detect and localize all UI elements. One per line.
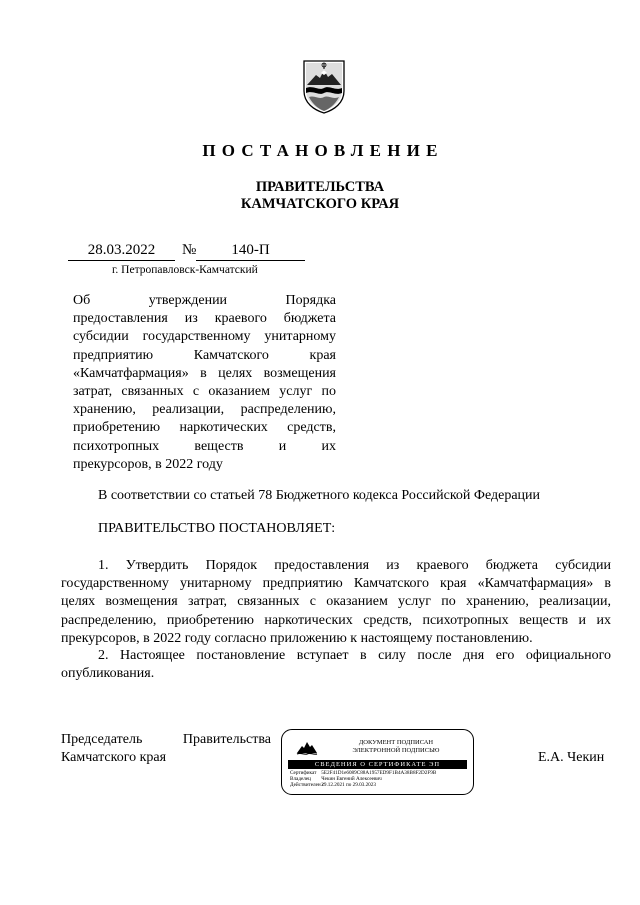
signatory-title-word: Председатель bbox=[61, 732, 143, 747]
document-type-title: ПОСТАНОВЛЕНИЕ bbox=[202, 141, 444, 160]
subject-line: приобретению наркотических средств, bbox=[73, 420, 336, 436]
document-city: г. Петропавловск-Камчатский bbox=[112, 264, 258, 276]
stamp-heading-line: ДОКУМЕНТ ПОДПИСАН bbox=[358, 739, 434, 746]
clause-line: государственному унитарному предприятию Камчатского края «Камчатфармация» в bbox=[61, 576, 611, 592]
issuer-line-2: КАМЧАТСКОГО КРАЯ bbox=[240, 196, 400, 212]
subject-line: прекурсоров, в 2022 году bbox=[73, 456, 223, 472]
number-sign: № bbox=[182, 242, 197, 258]
stamp-emblem-icon bbox=[296, 738, 318, 756]
stamp-value: 29.12.2021 по 29.03.2023 bbox=[321, 782, 376, 788]
stamp-heading bbox=[322, 739, 470, 754]
signatory-title-line2: Камчатского края bbox=[61, 750, 167, 765]
stamp-heading-line: ЭЛЕКТРОННОЙ ПОДПИСЬЮ bbox=[352, 746, 440, 754]
decree-heading: ПРАВИТЕЛЬСТВО ПОСТАНОВЛЯЕТ: bbox=[98, 521, 336, 536]
clause-2 bbox=[61, 647, 611, 683]
legal-basis: В соответствии со статьей 78 Бюджетного кодекса Российской Федерации bbox=[98, 488, 541, 503]
clause-line: распределению, приобретению наркотических средств, психотропных веществ и их bbox=[61, 612, 611, 628]
clause-line: прекурсоров, в 2022 году согласно приложению к настоящему постановлению. bbox=[61, 630, 533, 646]
stamp-row-validity bbox=[290, 782, 468, 788]
subject-line: хранению, реализации, распределению, bbox=[73, 402, 336, 418]
issuer-line-1: ПРАВИТЕЛЬСТВА bbox=[255, 179, 385, 195]
subject-line: затрат, связанных с оказанием услуг по bbox=[73, 384, 336, 400]
stamp-value: 5E2F41D1e6089C88A1957ED9F1B4A38B8F2D2F9B bbox=[321, 770, 437, 776]
subject-line: «Камчатфармация» в целях возмещения bbox=[73, 365, 336, 381]
signatory-name: Е.А. Чекин bbox=[538, 750, 605, 765]
signatory-title bbox=[61, 732, 271, 748]
document-number: 140-П bbox=[196, 242, 305, 261]
subject-line: субсидии государственному унитарному bbox=[73, 329, 336, 345]
subject-line: предоставления из краевого бюджета bbox=[73, 311, 336, 327]
subject-line: предприятию Камчатского края bbox=[73, 347, 336, 363]
electronic-signature-stamp bbox=[281, 729, 474, 795]
clause-line: целях возмещения затрат, связанных с оказанием услуг по хранению, реализации, bbox=[61, 594, 611, 610]
subject-line: Об утверждении Порядка bbox=[73, 293, 336, 308]
subject-line: психотропных веществ и их bbox=[73, 438, 336, 454]
stamp-certificate-bar: СВЕДЕНИЯ О СЕРТИФИКАТЕ ЭП bbox=[288, 760, 467, 769]
clause-line: 1. Утвердить Порядок предоставления из краевого бюджета субсидии bbox=[98, 558, 611, 573]
stamp-key: Сертификат bbox=[290, 770, 317, 776]
document-date: 28.03.2022 bbox=[68, 242, 175, 261]
clause-line: 2. Настоящее постановление вступает в силу после дня его официального bbox=[98, 648, 611, 663]
clause-1 bbox=[61, 557, 611, 648]
stamp-key: Действителен с bbox=[290, 782, 325, 788]
stamp-value: Чекин Евгений Алексеевич bbox=[321, 776, 382, 782]
clause-line: опубликования. bbox=[61, 666, 155, 682]
document-subject bbox=[73, 292, 336, 474]
kamchatka-coat-of-arms-icon bbox=[301, 57, 347, 114]
signatory-title-word: Правительства bbox=[182, 732, 271, 747]
stamp-key: Владелец bbox=[290, 776, 311, 782]
